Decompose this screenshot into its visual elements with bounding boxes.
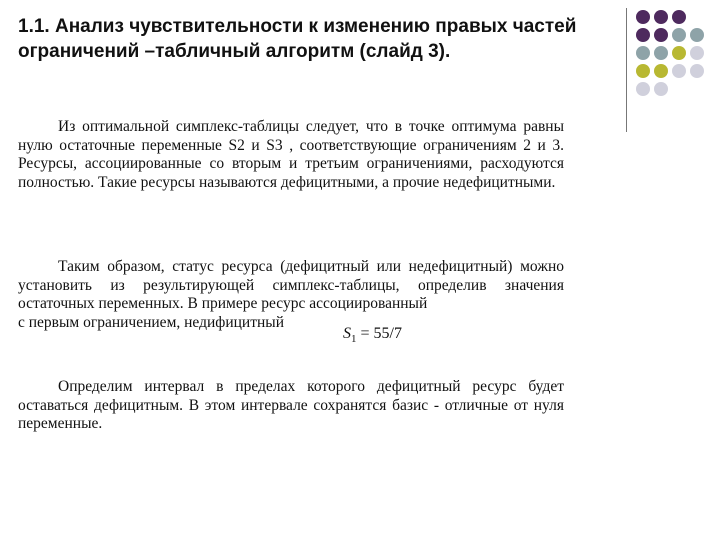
decorative-dot — [690, 46, 704, 60]
decorative-dot — [672, 46, 686, 60]
paragraph-text: Таким образом, статус ресурса (дефицитный или недефицитный) можно установить из результирующей симплекс-таблицы, определив значения остаточных переменных. В примере ресурс ассоциированный — [18, 258, 564, 312]
decorative-dot-grid — [636, 10, 704, 96]
decorative-dot — [654, 64, 668, 78]
formula-slash: / — [389, 325, 394, 342]
formula-s1 — [343, 325, 402, 345]
decorative-dot — [672, 64, 686, 78]
decorative-dot — [690, 10, 704, 24]
decorative-dot — [690, 64, 704, 78]
decorative-divider — [626, 8, 627, 132]
paragraph-text: Из оптимальной симплекс-таблицы следует, что в точке оптимума равны нулю остаточные переменные S2 и S3 , соответствующие ограничениям 2 и 3. Ресурсы, ассоциированные со вторым и третьим ограничениями, расходуются полностью. Такие ресурсы называются дефицитными, а прочие недефицитными. — [18, 118, 564, 191]
decorative-dot — [690, 82, 704, 96]
formula-subscript: 1 — [351, 333, 357, 346]
decorative-dot — [636, 64, 650, 78]
decorative-dot — [654, 82, 668, 96]
paragraph-text: Определим интервал в пределах которого дефицитный ресурс будет оставаться дефицитным. В этом интервале сохранятся базис - отличные от нуля переменные. — [18, 378, 564, 432]
decorative-dot — [672, 10, 686, 24]
paragraph-interval — [18, 378, 564, 434]
decorative-dot — [672, 28, 686, 42]
decorative-dot — [636, 10, 650, 24]
decorative-dot — [636, 46, 650, 60]
decorative-dot — [654, 28, 668, 42]
decorative-dot — [690, 28, 704, 42]
decorative-dot — [636, 82, 650, 96]
decorative-dot — [636, 28, 650, 42]
paragraph-deficit-definition — [18, 118, 564, 192]
formula-variable: S — [343, 325, 351, 342]
decorative-dot — [672, 82, 686, 96]
formula-denominator: 7 — [393, 325, 402, 342]
slide-title: 1.1. Анализ чувствительности к изменению правых частей ограничений –табличный алгоритм (слайд 3). — [18, 16, 577, 62]
decorative-dot — [654, 46, 668, 60]
decorative-dot — [654, 10, 668, 24]
paragraph-resource-status — [18, 258, 564, 332]
paragraph-last-line: с первым ограничением, недифицитный — [18, 313, 284, 331]
formula-equals: = 55 — [356, 325, 390, 342]
